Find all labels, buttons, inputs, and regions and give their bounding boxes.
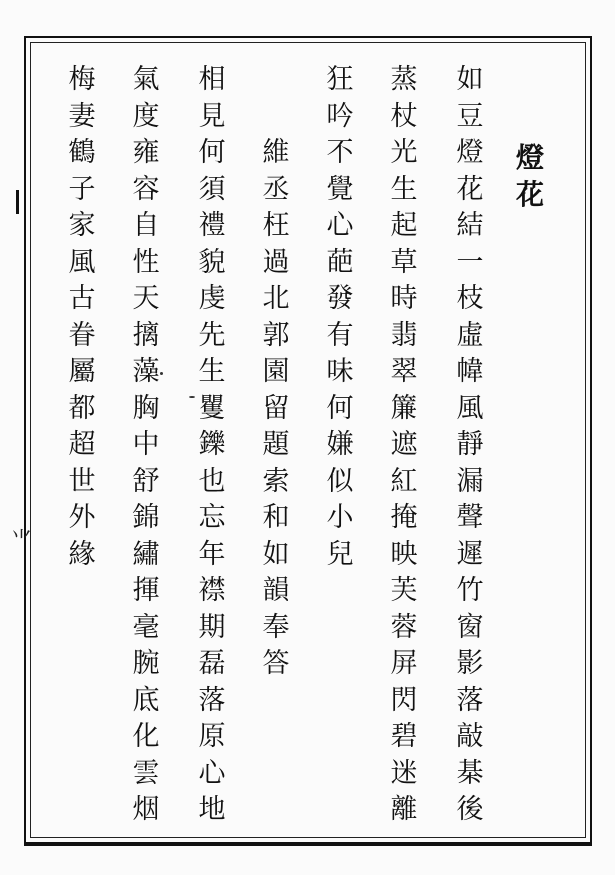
character: 生 [198,356,226,387]
character: 答 [262,648,290,679]
character: 風 [456,392,484,424]
character: 有 [326,319,354,351]
ink-dot [160,372,163,375]
character: 北 [262,283,290,314]
character: 發 [326,283,354,314]
character: 屏 [390,648,418,679]
character: 翠 [390,356,418,387]
character: 雍 [132,137,160,168]
character: 兒 [326,538,354,570]
character: 外 [68,502,96,533]
character: 禮 [198,210,226,241]
bottom-rule [24,842,592,845]
character: 天 [132,283,160,314]
character: 須 [198,173,226,205]
character: 舒 [132,465,160,497]
character: 家 [68,210,96,241]
character: 吟 [326,100,354,132]
character: 超 [68,429,96,460]
character: 嫌 [326,429,354,460]
text-column-5 [194,62,230,829]
character: 窗 [456,611,484,643]
character: 忘 [198,502,226,533]
character: 遲 [456,538,484,570]
character: 原 [198,721,226,752]
character: 漏 [456,465,484,497]
margin-mark [16,190,19,214]
character: 地 [198,794,226,825]
character: 生 [390,173,418,205]
character: 閃 [390,684,418,716]
text-column-4 [258,135,294,683]
character: 竹 [456,575,484,606]
character: 先 [198,319,226,351]
text-column-3 [322,62,358,573]
character: 古 [68,283,96,314]
character: 不 [326,137,354,168]
character: 維 [262,137,290,168]
character: 風 [68,246,96,278]
character: 摛 [132,319,160,351]
character: 自 [132,210,160,241]
character: 底 [132,684,160,716]
character: 世 [68,465,96,497]
character: 杖 [390,100,418,132]
character: 掩 [390,502,418,533]
character: 梅 [68,64,96,95]
character: 錦 [132,502,160,533]
character: 丞 [262,173,290,205]
character: 題 [262,429,290,460]
character: 如 [262,538,290,570]
character: 何 [326,392,354,424]
character: 性 [132,246,160,278]
character: 覺 [326,173,354,205]
character: 葩 [326,246,354,278]
character: 毫 [132,611,160,643]
character: 腕 [132,648,160,679]
character: 過 [262,246,290,278]
character: 中 [132,429,160,460]
character: 翡 [390,319,418,351]
title-text: 燈花 [515,141,544,211]
character: 揮 [132,575,160,606]
character: 矍 [198,392,226,424]
character: 映 [390,538,418,570]
character: 鶴 [68,137,96,168]
character: 落 [456,684,484,716]
character: 磊 [198,648,226,679]
character: 心 [326,210,354,241]
character: 幃 [456,356,484,387]
text-column-7 [64,62,100,573]
character: 芙 [390,575,418,606]
character: 敲 [456,721,484,752]
character: 似 [326,465,354,497]
character: 遮 [390,429,418,460]
character: 結 [456,210,484,241]
character: 化 [132,721,160,752]
character: 妻 [68,100,96,132]
character: 和 [262,502,290,533]
character: 子 [68,173,96,205]
character: 枝 [456,283,484,314]
character: 奉 [262,611,290,643]
margin-glyph: ⺌ [7,528,32,550]
character: 碧 [390,721,418,752]
character: 枉 [262,210,290,241]
character: 見 [198,100,226,132]
character: 相 [198,64,226,95]
character: 一 [456,246,484,278]
character: 燈 [456,137,484,168]
character: 味 [326,356,354,387]
text-column-2 [386,62,422,829]
character: 草 [390,246,418,278]
character: 期 [198,611,226,643]
character: 如 [456,64,484,95]
character: 時 [390,283,418,314]
character: 藻 [132,356,160,387]
character: 容 [132,173,160,205]
character: 鑠 [198,429,226,460]
character: 棊 [456,757,484,789]
character: 離 [390,794,418,825]
character: 靜 [456,429,484,460]
character: 屬 [68,356,96,387]
character: 迷 [390,757,418,789]
character: 簾 [390,392,418,424]
character: 繡 [132,538,160,570]
character: 氣 [132,64,160,95]
ink-mark [189,396,195,398]
character: 落 [198,684,226,716]
character: 貌 [198,246,226,278]
character: 度 [132,100,160,132]
character: 影 [456,648,484,679]
character: 留 [262,392,290,424]
character: 緣 [68,538,96,570]
character: 蒸 [390,64,418,95]
character: 雲 [132,757,160,789]
character: 心 [198,757,226,789]
character: 郭 [262,319,290,351]
character: 狂 [326,64,354,95]
character: 烟 [132,794,160,825]
character: 眷 [68,319,96,351]
character: 虛 [456,319,484,351]
character: 胸 [132,392,160,424]
character: 小 [326,502,354,533]
character: 韻 [262,575,290,606]
character: 光 [390,137,418,168]
character: 蓉 [390,611,418,643]
character: 聲 [456,502,484,533]
character: 園 [262,356,290,387]
character: 何 [198,137,226,168]
character: 起 [390,210,418,241]
character: 紅 [390,465,418,497]
character: 年 [198,538,226,570]
character: 花 [456,173,484,205]
character: 豆 [456,100,484,132]
character: 後 [456,794,484,825]
character: 也 [198,465,226,497]
text-column-6 [128,62,164,829]
text-column-1 [452,62,488,829]
character: 都 [68,392,96,424]
character: 索 [262,465,290,497]
character: 襟 [198,575,226,606]
character: 虔 [198,283,226,314]
poem-title [512,140,548,211]
page-border-inner [30,42,586,838]
